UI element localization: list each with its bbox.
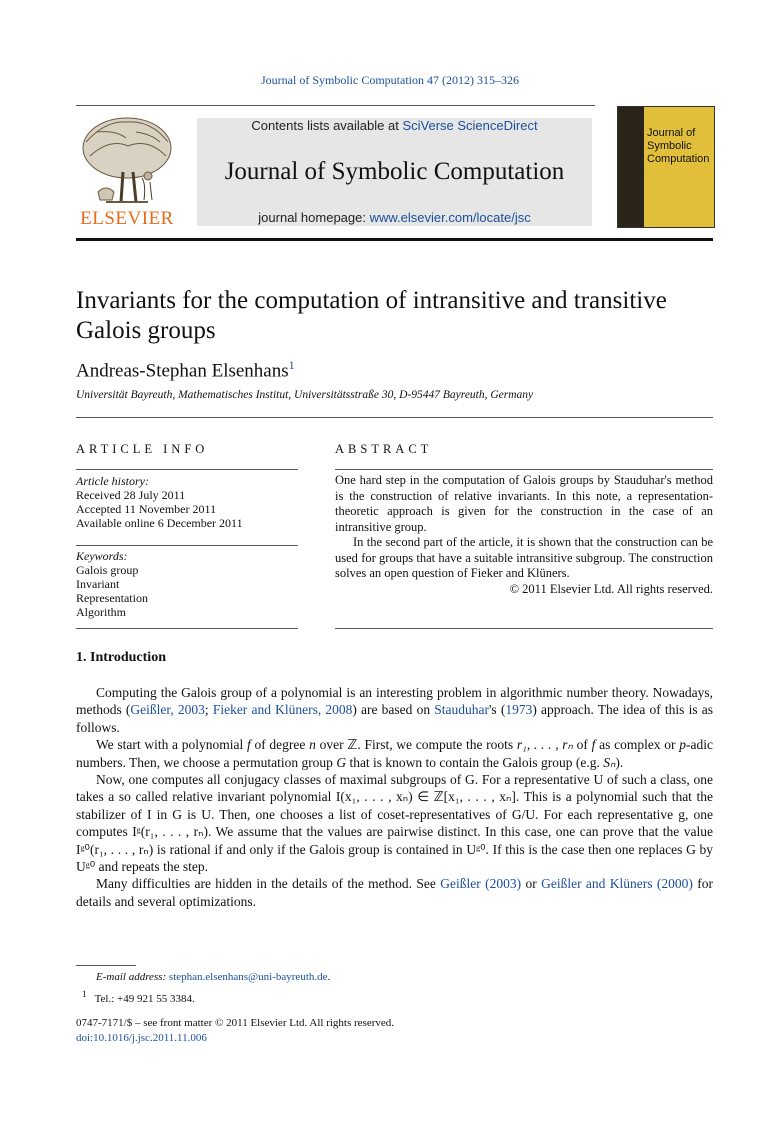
text-run: or xyxy=(521,876,542,892)
history-item: Accepted 11 November 2011 xyxy=(76,502,217,516)
cover-strip xyxy=(618,107,644,227)
keyword-item: Representation xyxy=(76,591,148,605)
text-run: ) approach. The idea of this is as follows. xyxy=(76,702,713,735)
text-run: of degree xyxy=(250,737,310,753)
keyword-item: Algorithm xyxy=(76,605,126,619)
math-var: f xyxy=(246,737,251,753)
math-var: f xyxy=(591,737,596,753)
abstract-rule xyxy=(335,469,713,470)
math-var: n xyxy=(309,737,316,753)
journal-title: Journal of Symbolic Computation xyxy=(224,158,565,185)
text-run: over ℤ. First, we compute the roots xyxy=(315,737,517,753)
text-run: ). xyxy=(615,754,624,770)
homepage-prefix: journal homepage: xyxy=(258,210,370,225)
masthead-rule xyxy=(76,238,713,241)
text-run: of xyxy=(572,737,592,753)
footnote-rule xyxy=(76,965,136,966)
text-run: for details and several optimizations. xyxy=(76,876,713,909)
front-matter xyxy=(76,1016,394,1046)
math-var: G xyxy=(336,754,347,770)
abstract-bottom-rule xyxy=(335,628,713,629)
tel-footnote xyxy=(82,986,195,1008)
contents-available xyxy=(197,118,592,133)
text-run: We start with a polynomial xyxy=(96,737,247,753)
text-run: . xyxy=(327,971,331,983)
header-rule xyxy=(76,105,595,106)
citation-link[interactable]: Geißler (2003) xyxy=(440,876,522,892)
issn-line: 0747-7171/$ – see front matter © 2011 Elsevier Ltd. All rights reserved. xyxy=(76,1017,395,1029)
math-var: p xyxy=(679,737,686,753)
text-run: ) are based on xyxy=(352,702,435,718)
author-name: Andreas-Stephan Elsenhans xyxy=(76,360,289,382)
article-history xyxy=(76,474,298,530)
paper-title: Invariants for the computation of intransitive and transitive Galois groups xyxy=(76,287,667,344)
text-run: Many difficulties are hidden in the details of the method. See xyxy=(96,876,441,892)
citation-link[interactable]: (2000) xyxy=(656,876,693,892)
doi-link[interactable]: doi:10.1016/j.jsc.2011.11.006 xyxy=(76,1032,207,1044)
text-run: that is known to contain the Galois group (e.g. xyxy=(346,754,604,770)
email-label: E-mail address: xyxy=(96,971,169,983)
text-run: as complex or xyxy=(595,737,680,753)
contents-prefix: Contents lists available at xyxy=(251,118,403,133)
history-label: Article history: xyxy=(76,474,149,488)
text-run: Computing the Galois group of a polynomial is an interesting problem in algorithmic number theory. Nowadays, methods ( xyxy=(76,685,713,718)
abstract-copyright: © 2011 Elsevier Ltd. All rights reserved. xyxy=(509,581,713,596)
body-paragraph: Now, one computes all conjugacy classes of maximal subgroups of G. For a representative U of such a class, one takes a so called relative invariant polynomial I(x₁, . . . , xₙ) ∈ ℤ[x₁, . . . , xₙ]. This is a polynomial such that the stabilizer of I in G is U. Then, one chooses a list of coset-representatives of G/U. For each representative g, one computes Iᵍ(r₁, . . . , rₙ). We assume that the values are pairwise distinct. In this case, one can prove that the value Iᵍ⁰(r₁, . . . , rₙ) is rational if and only if the Galois group is contained in Uᵍ⁰. If this is the case then one replaces G by Uᵍ⁰ and repeats the step. xyxy=(76,772,713,875)
text-run: ; xyxy=(204,702,213,718)
keywords-rule xyxy=(76,628,298,629)
history-item: Received 28 July 2011 xyxy=(76,488,186,502)
elsevier-tree-icon xyxy=(76,112,178,208)
math-var: Sₙ xyxy=(603,754,616,770)
email-link[interactable]: stephan.elsenhans@uni-bayreuth.de xyxy=(168,971,328,983)
sciencedirect-link[interactable]: SciVerse ScienceDirect xyxy=(402,118,538,133)
citation-link[interactable]: Geißler and Klüners xyxy=(541,876,653,892)
abstract-heading: ABSTRACT xyxy=(335,442,433,456)
journal-homepage xyxy=(197,210,592,225)
article-info-heading: ARTICLE INFO xyxy=(76,442,209,456)
body-paragraph xyxy=(76,684,713,736)
abstract-paragraph: One hard step in the computation of Galois groups by Stauduhar's method is the construction of relative invariants. In this note, a representation-theoretic approach is given for the construction in the case of an intransitive group. xyxy=(335,473,713,534)
citation-link[interactable]: Stauduhar xyxy=(434,702,489,718)
article-info-rule xyxy=(76,469,298,470)
text-run: 's ( xyxy=(488,702,506,718)
keywords-label: Keywords: xyxy=(76,549,128,563)
abstract-paragraph: In the second part of the article, it is shown that the construction can be used for groups that have a suitable intransitive subgroup. The construction solves an open question of Fieker and Klüners. xyxy=(335,535,713,580)
keyword-item: Galois group xyxy=(76,563,139,577)
text-run: -adic numbers. Then, we choose a permutation group xyxy=(76,737,713,770)
journal-cover[interactable] xyxy=(617,106,715,228)
journal-citation[interactable]: Journal of Symbolic Computation 47 (2012) 315–326 xyxy=(261,73,519,87)
homepage-link[interactable]: www.elsevier.com/locate/jsc xyxy=(369,210,531,225)
publisher-wordmark: ELSEVIER xyxy=(80,208,174,229)
citation-link[interactable]: Geißler, 2003 xyxy=(130,702,205,718)
affiliation-rule xyxy=(76,417,713,418)
journal-banner xyxy=(197,118,592,226)
tel-text: Tel.: +49 921 55 3384. xyxy=(94,992,195,1005)
elsevier-logo xyxy=(76,112,178,230)
abstract-text xyxy=(335,473,713,597)
affiliation: Universität Bayreuth, Mathematisches Institut, Universitätsstraße 30, D-95447 Bayreuth, Germany xyxy=(76,389,534,401)
keywords xyxy=(76,549,298,619)
citation-link[interactable]: 1973 xyxy=(505,702,533,718)
author-line xyxy=(76,358,295,382)
cover-line: Journal of xyxy=(647,127,696,139)
keyword-item: Invariant xyxy=(76,577,120,591)
math-var: r₁, . . . , rₙ xyxy=(516,737,573,753)
email-footnote xyxy=(96,969,330,986)
body-paragraph xyxy=(76,736,713,771)
cover-line: Computation xyxy=(647,153,710,165)
cover-line: Symbolic xyxy=(647,140,692,152)
section-heading: 1. Introduction xyxy=(76,650,166,665)
section-body xyxy=(76,684,713,910)
author-footnote-mark[interactable]: 1 xyxy=(288,358,295,372)
cover-title xyxy=(647,127,709,166)
history-rule xyxy=(76,545,298,546)
footnote-mark: 1 xyxy=(82,989,87,999)
citation-link[interactable]: Fieker and Klüners, 2008 xyxy=(212,702,353,718)
body-paragraph xyxy=(76,875,713,910)
history-item: Available online 6 December 2011 xyxy=(76,516,243,530)
